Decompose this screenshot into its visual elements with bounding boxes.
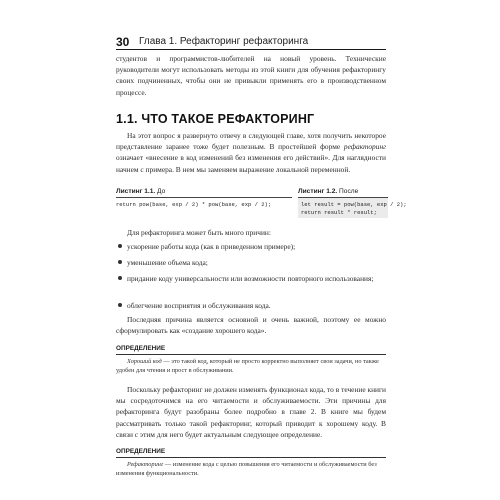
bullet-icon — [118, 303, 122, 307]
section-paragraph-part-1: На этот вопрос я развернуто отвечу в следующей главе, хотя получить некоторое представление заранее тоже будет полезным. В простейшей форме — [116, 131, 386, 152]
definition-2-body: — изменение кода с целью повышения его читаемости и обслуживаемости без изменения функциональности. — [116, 461, 377, 477]
reasons-closing: Последняя причина является основной и очень важной, поэтому ее можно сформулировать как «создание хорошего кода». — [116, 315, 386, 336]
list-item-text: придание коду универсальности или возможности повторного использования; — [127, 274, 374, 283]
section-paragraph-part-2: означает «внесение в код изменений без изменения его действий». Для наглядности начнем с примера. В нем мы заменяем выражение локальной переменной. — [116, 153, 386, 174]
list-item-text: уменьшение объема кода; — [127, 258, 208, 267]
listing-2-rule — [298, 197, 388, 198]
chapter-title: Глава 1. Рефакторинг рефакторинга — [139, 36, 309, 47]
definition-1-rule — [116, 354, 386, 355]
listing-2-label: Листинг 1.2. — [298, 188, 338, 195]
definition-2-heading: ОПРЕДЕЛЕНИЕ — [116, 448, 166, 455]
intro-paragraph: студентов и программистов-любителей на новый уровень. Технические руководители могут использовать методы из этой книги для обучения рефакторингу своих подчиненных, чтобы они не привыкли применять его в производственном процессе. — [116, 54, 386, 97]
definition-1-heading: ОПРЕДЕЛЕНИЕ — [116, 345, 166, 352]
bullet-icon — [118, 276, 122, 280]
definition-1-text — [116, 357, 386, 375]
running-header — [116, 35, 386, 49]
definition-2-rule — [116, 457, 386, 458]
reasons-intro: Для рефакторинга может быть много причин: — [127, 228, 271, 237]
list-item-text: ускорение работы кода (как в приведенном примере); — [127, 242, 296, 251]
listing-1-code: return pow(base, exp / 2) * pow(base, exp / 2); — [116, 201, 272, 208]
listing-1-label: Листинг 1.1. — [116, 188, 156, 195]
listing-1-caption-text: До — [155, 188, 166, 195]
page-number: 30 — [116, 35, 130, 49]
listing-2-caption-text: После — [337, 188, 359, 195]
listing-2-code: let result = pow(base, exp / 2); return result * result; — [301, 201, 407, 216]
term-refactoring: рефакторинг — [343, 142, 386, 152]
header-rule — [116, 49, 386, 50]
definition-2-text — [116, 460, 386, 478]
listing-1-rule — [116, 197, 292, 198]
listing-1-caption — [116, 188, 165, 195]
definition-1-term: Хороший код — [127, 358, 162, 365]
definition-1-body: — это такой код, который не просто корректно выполняет свои задачи, но также удобен для чтения и прост в обслуживании. — [116, 358, 379, 374]
main-paragraph-2: Поскольку рефакторинг не должен изменять функционал кода, то в течение книги мы сосредоточимся на его читаемости и обслуживаемости. Эти причины для рефакторинга будут разобраны более подробно в главе 2. В книге мы будем рассматривать только такой рефакторинг, который приводит к хорошему коду. В связи с этим для него будет актуальным следующее определение. — [116, 385, 386, 439]
bullet-icon — [118, 260, 122, 264]
bullet-icon — [118, 244, 122, 248]
list-item-text: облегчение восприятия и обслуживания кода. — [127, 301, 271, 310]
definition-2-term: Рефакторинг — [127, 461, 164, 468]
section-paragraph — [116, 130, 386, 175]
section-heading: 1.1. ЧТО ТАКОЕ РЕФАКТОРИНГ — [116, 112, 315, 126]
listing-2-caption — [298, 188, 358, 195]
